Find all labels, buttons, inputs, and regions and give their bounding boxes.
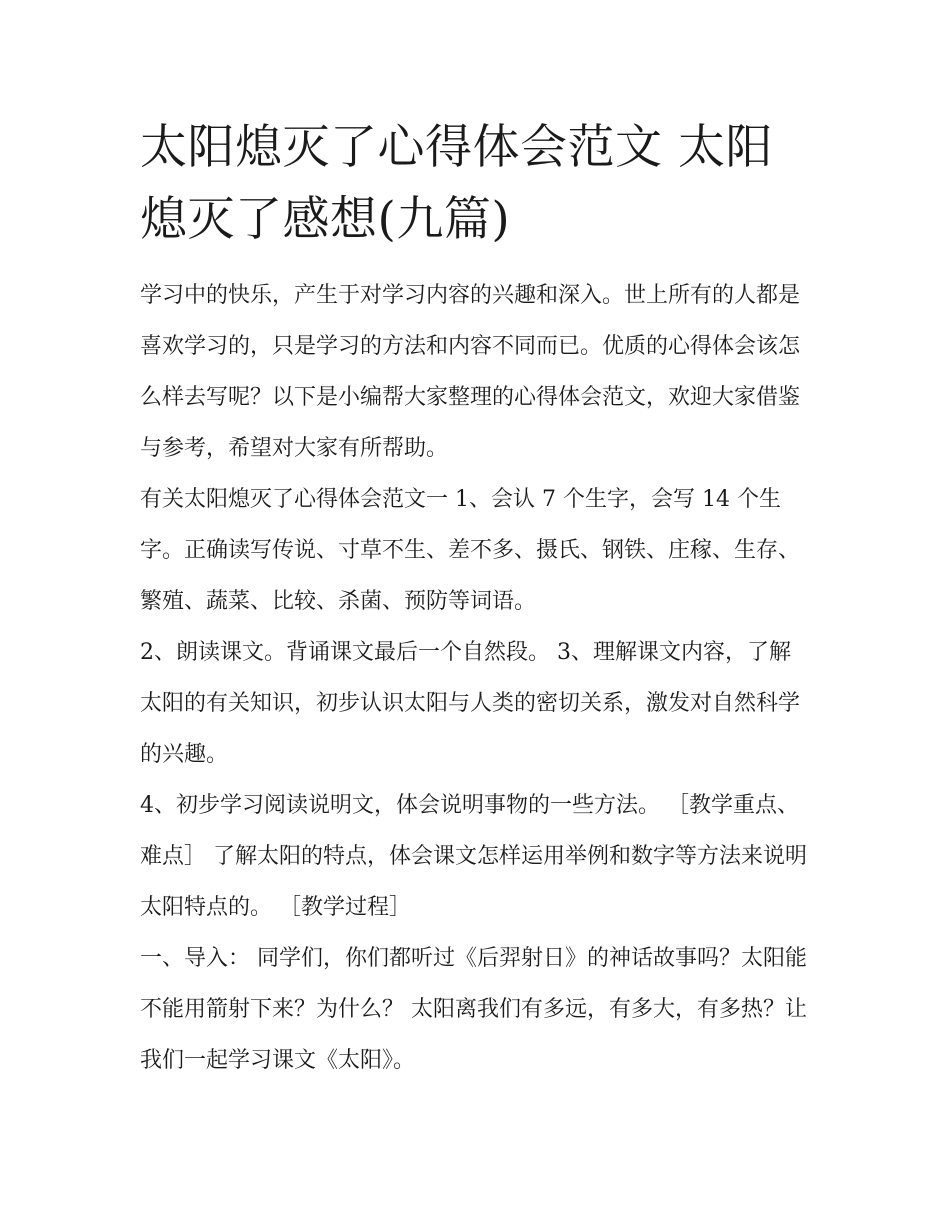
- paragraph-objective-1: 有关太阳熄灭了心得体会范文一 1、会认 7 个生字，会写 14 个生字。正确读写传说、寸草不生、差不多、摄氏、钢铁、庄稼、生存、繁殖、蔬菜、比较、杀菌、预防等词语。: [140, 487, 801, 614]
- paragraph-introduction: 一、导入： 同学们，你们都听过《后羿射日》的神话故事吗？太阳能不能用箭射下来？为什么？ 太阳离我们有多远，有多大，有多热？让我们一起学习课文《太阳》。: [140, 946, 807, 1073]
- document-page: [140, 112, 812, 1086]
- document-title: 太阳熄灭了心得体会范文 太阳熄灭了感想(九篇): [140, 120, 773, 247]
- paragraph-objective-2-3: 2、朗读课文。背诵课文最后一个自然段。 3、理解课文内容，了解太阳的有关知识，初步认识太阳与人类的密切关系，激发对自然科学的兴趣。: [140, 640, 801, 767]
- paragraph-intro: 学习中的快乐，产生于对学习内容的兴趣和深入。世上所有的人都是喜欢学习的，只是学习的方法和内容不同而已。优质的心得体会该怎么样去写呢？以下是小编帮大家整理的心得体会范文，欢迎大家借鉴与参考，希望对大家有所帮助。: [140, 283, 801, 461]
- paragraph-objective-4: 4、初步学习阅读说明文，体会说明事物的一些方法。 ［教学重点、难点］ 了解太阳的特点，体会课文怎样运用举例和数字等方法来说明太阳特点的。 ［教学过程］: [140, 793, 807, 920]
